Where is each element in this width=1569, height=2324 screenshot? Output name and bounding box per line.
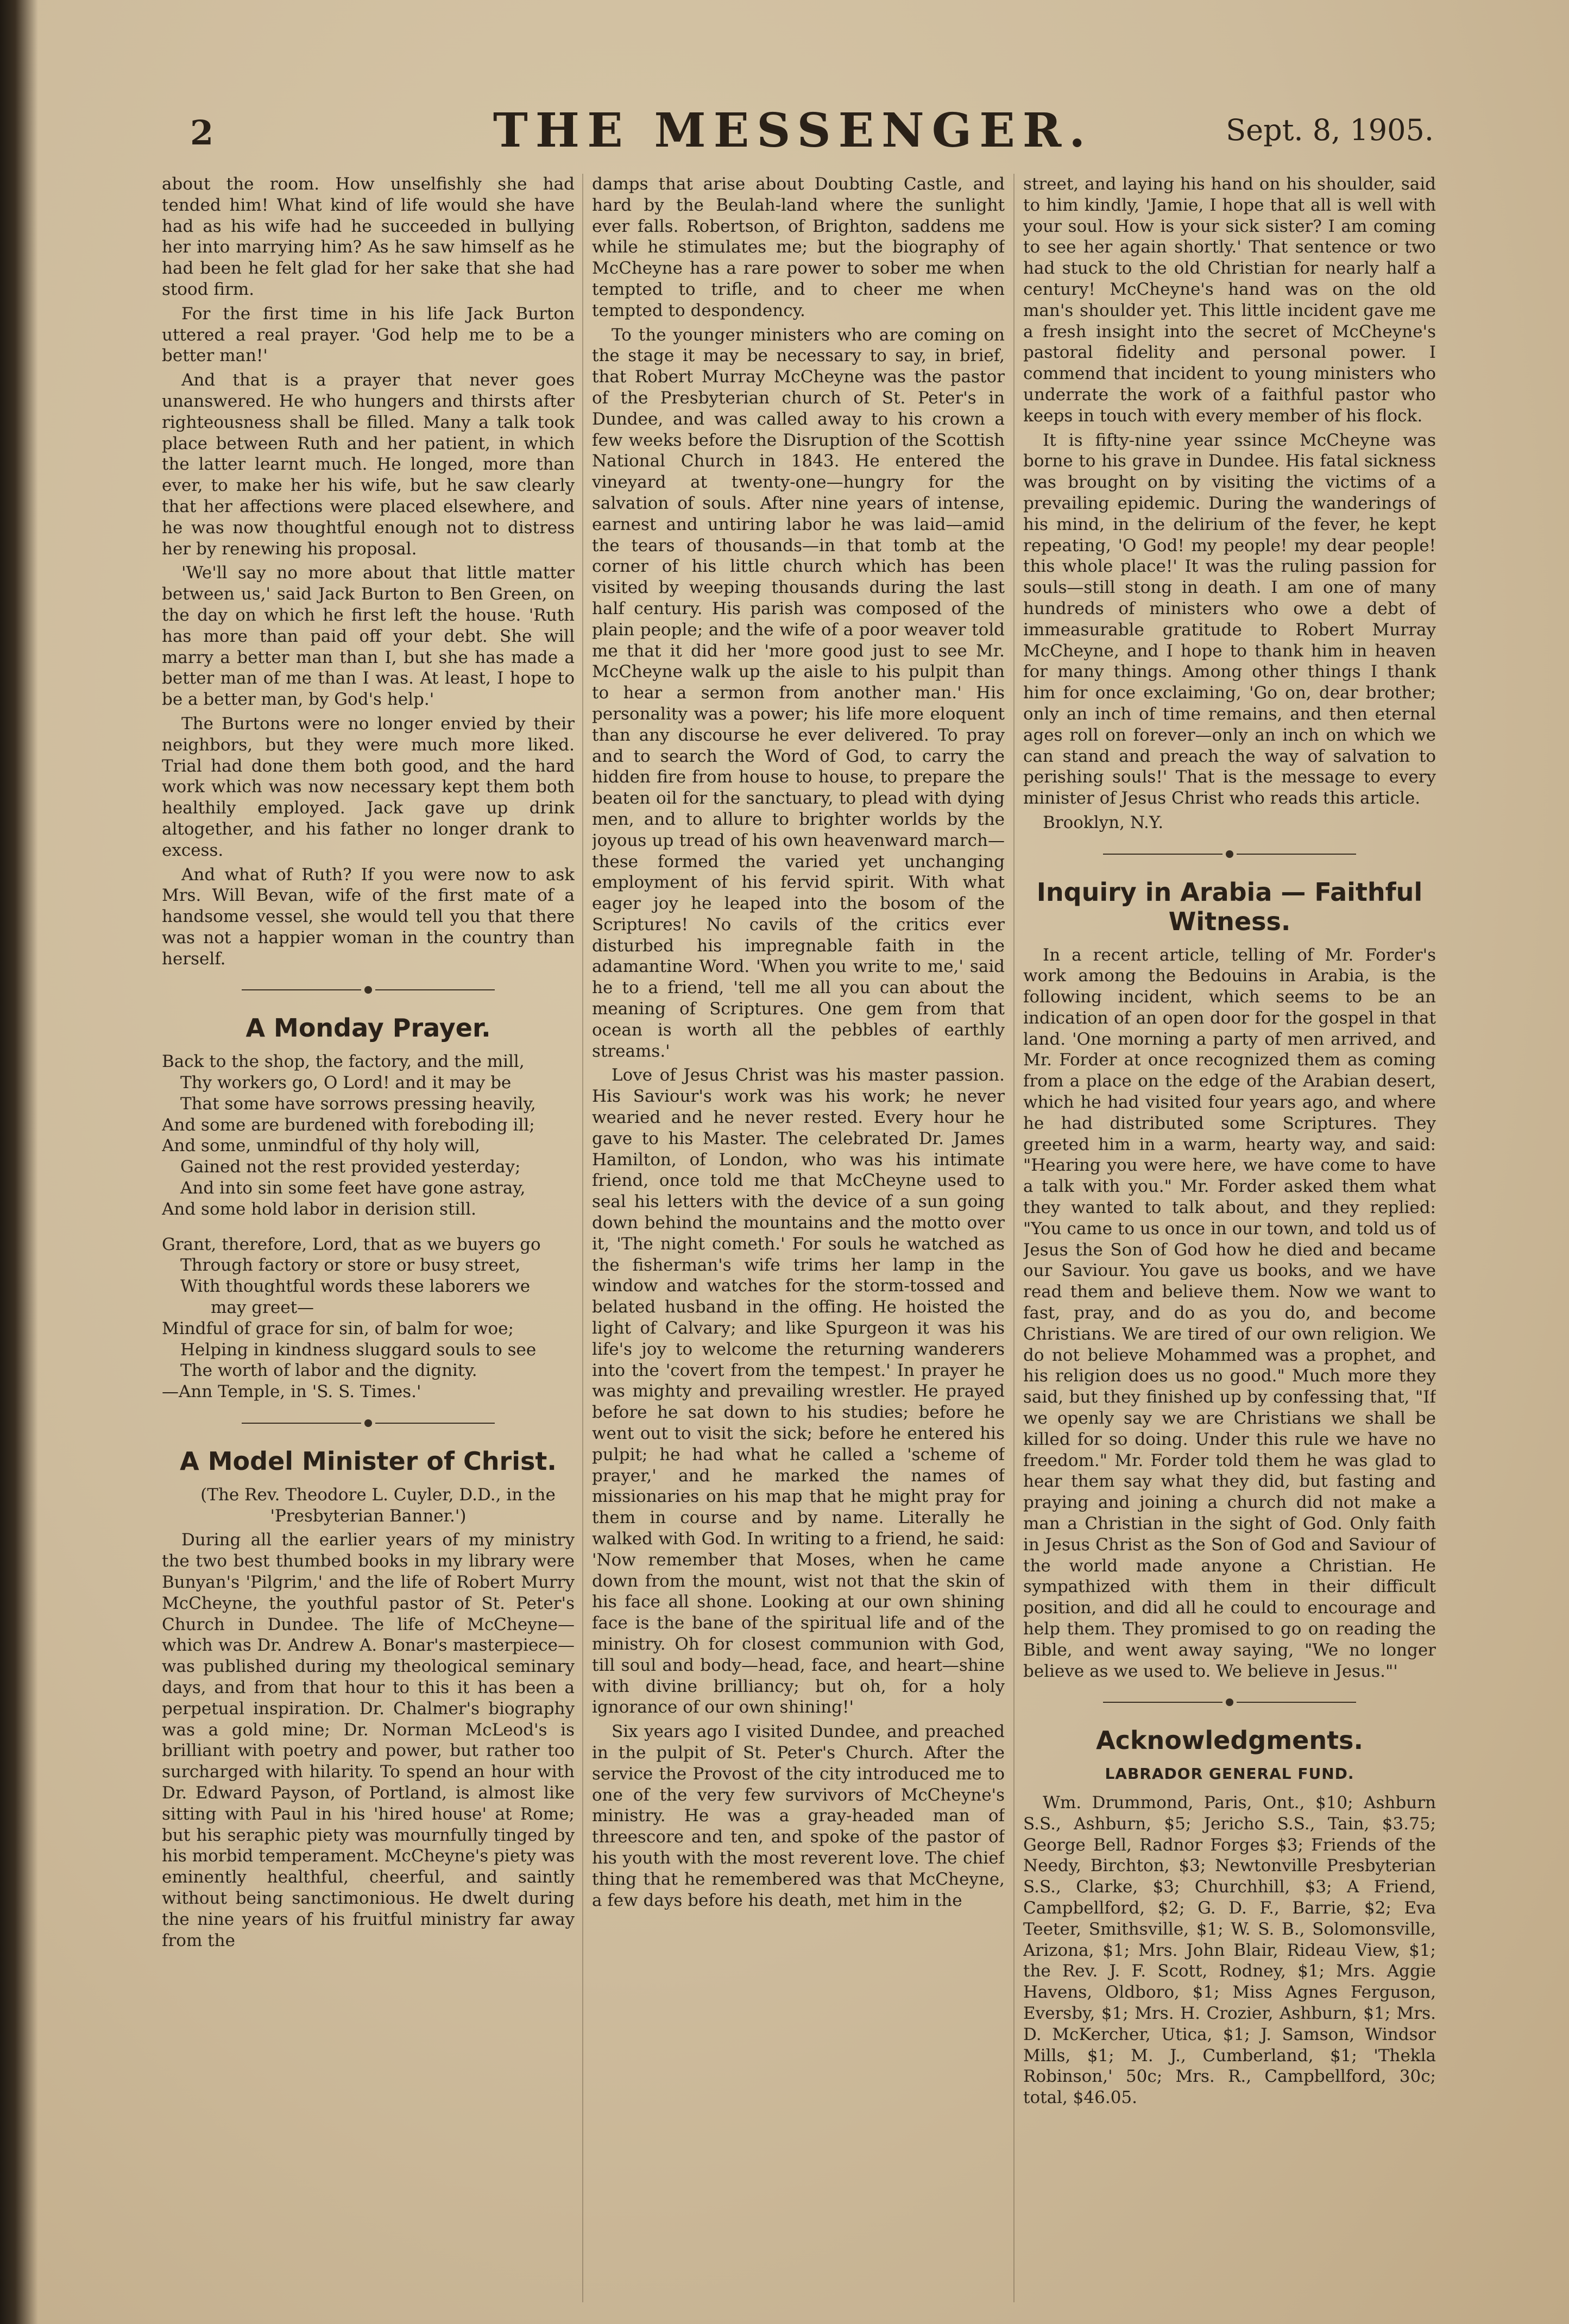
poem-line: Mindful of grace for sin, of balm for woe; xyxy=(162,1318,514,1338)
acknowledgments-list: Wm. Drummond, Paris, Ont., $10; Ashburn S.S., Ashburn, $5; Jericho S.S., Tain, $3.75; George Bell, Radnor Forges $3; Friends of the Needy, Birchton, $3; Newtonville Presbyterian S.S., Clarke, $3; Churchhill, $3; A Friend, Campbellford, $2; G. D. F., Barrie, $2; Eva Teeter, Smithsville, $1; W. S. B., Solomonsville, Arizona, $1; Mrs. John Blair, Rideau View, $1; the Rev. J. F. Scott, Rodney, $1; Mrs. Aggie Havens, Oldboro, $1; Miss Agnes Ferguson, Eversby, $1; Mrs. H. Crozier, Ashburn, $1; Mrs. D. McKercher, Utica, $1; J. Samson, Windsor Mills, $1; M. J., Cumberland, $1; 'Thekla Robinson,' 50c; Mrs. R., Campbellford, 30c; total, $46.05. xyxy=(1023,1792,1436,2108)
poem-line xyxy=(162,1220,575,1234)
story-paragraph: And that is a prayer that never goes unanswered. He who hungers and thirsts after righteousness shall be filled. Many a talk took place between Ruth and her patient, in which the latter learnt much. He longed, more than ever, to make her his wife, but he saw clearly that her affections were placed elsewhere, and he was now thoughtful enough not to distress her by renewing his proposal. xyxy=(162,370,575,559)
article-paragraph: To the younger ministers who are coming on the stage it may be necessary to say, in brief, that Robert Murray McCheyne was the pastor of the Presbyterian church of St. Peter's in Dundee, and was called away to his crown a few weeks before the Disruption of the Scottish National Church in 1843. He entered the vineyard at twenty-one—hungry for the salvation of souls. After nine years of intense, earnest and untiring labor he was laid—amid the tears of thousands—in that tomb at the corner of his little church which has been visited by weeping thousands during the last half century. His parish was composed of the plain people; and the wife of a poor weaver told me that it did her 'more good just to see Mr. McCheyne walk up the aisle to his pulpit than to hear a sermon from another man.' His personality was a power; his life more eloquent than any discourse he ever delivered. To pray and to search the Word of God, to carry the hidden fire from house to house, to prepare the beaten oil for the sanctuary, to plead with dying men, and to allure to brighter worlds by the joyous up tread of his own heavenward march—these formed the varied yet unchanging employment of his fervid spirit. With what eager joy he leaped into the bosom of the Scriptures! No cavils of the critics ever disturbed his impregnable faith in the adamantine Word. 'When you write to me,' said he to a friend, 'tell me all you can about the meaning of Scriptures. One gem from that ocean is worth all the pebbles of earthly streams.' xyxy=(592,325,1005,1061)
inquiry-title: Inquiry in Arabia — Faithful Witness. xyxy=(1036,877,1423,936)
poem-credit: —Ann Temple, in 'S. S. Times.' xyxy=(162,1382,421,1402)
poem-line: Gained not the rest provided yesterday; xyxy=(180,1157,521,1177)
poem-line: And some hold labor in derision still. xyxy=(162,1199,476,1219)
column-rule xyxy=(1013,174,1015,2302)
page-binding-shadow xyxy=(0,0,38,2324)
story-paragraph: 'We'll say no more about that little matter between us,' said Jack Burton to Ben Green, on the day on which he first left the house. 'Ruth has more than paid off your debt. She will marry a better man than I, but she has made a better man of me than I was. At least, I hope to be a better man, by God's help.' xyxy=(162,563,575,710)
poem-line: And into sin some feet have gone astray, xyxy=(180,1178,526,1198)
column-1 xyxy=(162,174,575,2308)
fund-name: LABRADOR GENERAL FUND. xyxy=(1105,1765,1354,1783)
article-paragraph: damps that arise about Doubting Castle, and hard by the Beulah-land where the sunlight ever falls. Robertson, of Brighton, saddens me while he stimulates me; but the biography of McCheyne has a rare power to sober me when tempted to trifle, and to cheer me when tempted to despondency. xyxy=(592,174,1005,320)
poem-title: A Monday Prayer. xyxy=(245,1013,491,1043)
section-divider xyxy=(162,1412,575,1433)
poem xyxy=(162,1051,575,1381)
story-paragraph: For the first time in his life Jack Burton uttered a real prayer. 'God help me to be a better man!' xyxy=(162,304,575,366)
poem-line: And some are burdened with foreboding ill; xyxy=(162,1115,535,1135)
page-number: 2 xyxy=(190,113,214,153)
story-paragraph: about the room. How unselfishly she had tended him! What kind of life would she have had as his wife had he succeeded in bullying her into marrying him? As he saw himself as he had been he felt glad for her sake that she had stood firm. xyxy=(162,174,575,299)
page-header xyxy=(190,103,1434,168)
poem-line: Back to the shop, the factory, and the mill, xyxy=(162,1052,525,1072)
section-divider xyxy=(1023,1691,1436,1713)
issue-date: Sept. 8, 1905. xyxy=(1226,113,1434,147)
column-3 xyxy=(1023,174,1436,2308)
poem-line: With thoughtful words these laborers we xyxy=(180,1277,531,1297)
inquiry-paragraph: In a recent article, telling of Mr. Forder's work among the Bedouins in Arabia, is the following incident, which seems to be an indication of an open door for the gospel in that land. 'One morning a party of men arrived, and Mr. Forder at once recognized them as coming from a place on the edge of the Arabian desert, which he had visited four years ago, and where he had distributed some Scriptures. They greeted him in a warm, hearty way, and said: "Hearing you were here, we have come to have a talk with you." Mr. Forder asked them what they wanted to talk about, and they replied: "You came to us once in our town, and told us of Jesus the Son of God how he died and became our Saviour. You gave us books, and we have read them and believe them. Now we want to fast, pray, and do as you do, and become Christians. We are tired of our own religion. We do not believe Mohammed was a prophet, and his religion does us no good." Much more they said, but they finished up by confessing that, "If we openly say we are Christians we shall be killed for so doing. Under this rule we have no freedom." Mr. Forder told them he was glad to hear them say what they did, but fasting and praying and joining a church did not make a man a Christian in the sight of God. Only faith in Jesus Christ as the Son of God and Saviour of the world made anyone a Christian. He sympathized with them in their difficult position, and did all he could to encourage and help them. They promised to go on reading the Bible, and went away saying, "We no longer believe as we used to. We believe in Jesus."' xyxy=(1023,945,1436,1681)
masthead-title: THE MESSENGER. xyxy=(493,103,1093,158)
poem-line: Through factory or store or busy street, xyxy=(180,1255,521,1275)
article-paragraph: It is fifty-nine year ssince McCheyne was borne to his grave in Dundee. His fatal sickness was brought on by visiting the victims of a prevailing epidemic. During the wanderings of his mind, in the delirium of the fever, he kept repeating, 'O God! my people! my dear people! this whole place!' It was the ruling passion for souls—still stong in death. I am one of many hundreds of ministers who owe a debt of immeasurable gratitude to Robert Murray McCheyne, and I hope to thank him in heaven for many things. Among other things I thank him for once exclaiming, 'Go on, dear brother; only an inch of time remains, and then eternal ages roll on forever—only an inch on which we can stand and preach the way of salvation to perishing souls!' That is the message to every minister of Jesus Christ who reads this article. xyxy=(1023,430,1436,809)
section-divider xyxy=(162,979,575,1000)
article-paragraph: Six years ago I visited Dundee, and preached in the pulpit of St. Peter's Church. After the service the Provost of the city introduced me to one of the very few survivors of McCheyne's ministry. He was a gray-headed man of threescore and ten, and spoke of the pastor of his youth with the most reverent love. The chief thing that he remembered was that McCheyne, a few days before his death, met him in the xyxy=(592,1722,1005,1910)
story-paragraph: The Burtons were no longer envied by their neighbors, but they were much more liked. Trial had done them both good, and the hard work which was now necessary kept them both healthily employed. Jack gave up drink altogether, and his father no longer drank to excess. xyxy=(162,713,575,860)
column-rule xyxy=(582,174,583,2302)
poem-line: The worth of labor and the dignity. xyxy=(180,1361,477,1381)
section-divider xyxy=(1023,843,1436,864)
article-paragraph: Love of Jesus Christ was his master passion. His Saviour's work was his work; he never wearied and he never rested. Every hour he gave to his Master. The celebrated Dr. James Hamilton, of London, who was his intimate friend, once told me that McCheyne used to seal his letters with the device of a sun going down behind the mountains and the motto over it, 'The night cometh.' For souls he watched as the fisherman's wife trims her lamp in the window and watches for the storm-tossed and belated husband in the offing. He hoisted the light of Calvary; and like Spurgeon it was his life's joy to welcome the returning wanderers into the 'covert from the tempest.' In prayer he was mighty and prevailing wrestler. He prayed before he sat down to his studies; before he went out to visit the sick; before he entered his pulpit; he had what he called a 'scheme of prayer,' and he marked the names of missionaries on his map that he might pray for them in course and by name. Literally he walked with God. In writing to a friend, he said: 'Now remember that Moses, when he came down from the mount, wist not that the skin of his face all shone. Looking at our own shining face is the bane of the spiritual life and of the ministry. Oh for closest communion with God, till soul and body—head, face, and heart—shine with divine brilliancy; but oh, for a holy ignorance of our own shining!' xyxy=(592,1065,1005,1717)
poem-line: Helping in kindness sluggard souls to see xyxy=(180,1340,537,1360)
article-paragraph: During all the earlier years of my ministry the two best thumbed books in my library were Bunyan's 'Pilgrim,' and the life of Robert Murry McCheyne, the youthful pastor of St. Peter's Church in Dundee. The life of McCheyne—which was Dr. Andrew A. Bonar's masterpiece—was published during my theological seminary days, and from that hour to this it has been a perpetual inspiration. Dr. Chalmer's biography was a gold mine; Dr. Norman McLeod's is brilliant with poetry and power, but rather too surcharged with hilarity. To spend an hour with Dr. Edward Payson, of Portland, is almost like sitting with Paul in his 'hired house' at Rome; but his seraphic piety was mournfully tinged by his morbid temperament. McCheyne's piety was eminently healthful, cheerful, and saintly without being sanctimonious. He dwelt during the nine years of his fruitful ministry far away from the xyxy=(162,1530,575,1950)
poem-line: And some, unmindful of thy holy will, xyxy=(162,1136,481,1156)
article-title: A Model Minister of Christ. xyxy=(180,1446,557,1476)
poem-line: Grant, therefore, Lord, that as we buyers go xyxy=(162,1234,541,1254)
acknowledgments-title: Acknowledgments. xyxy=(1096,1726,1363,1755)
story-paragraph: And what of Ruth? If you were now to ask Mrs. Will Bevan, wife of the first mate of a handsome vessel, she would tell you that there was not a happier woman in the country than herself. xyxy=(162,864,575,969)
poem-line: That some have sorrows pressing heavily, xyxy=(180,1094,536,1114)
poem-line: may greet— xyxy=(211,1298,314,1318)
column-2 xyxy=(592,174,1005,2308)
article-byline: (The Rev. Theodore L. Cuyler, D.D., in the 'Presbyterian Banner.') xyxy=(200,1485,556,1526)
article-paragraph: street, and laying his hand on his shoulder, said to him kindly, 'Jamie, I hope that all is well with your soul. How is your sick sister? I am coming to see her again shortly.' That sentence or two had stuck to the old Christian for nearly half a century! McCheyne's hand was on the old man's shoulder yet. This little incident gave me a fresh insight into the secret of McCheyne's pastoral fidelity and personal power. I commend that incident to young ministers who underrate the work of a faithful pastor who keeps in touch with every member of his flock. xyxy=(1023,174,1436,426)
article-signoff: Brooklyn, N.Y. xyxy=(1043,812,1164,832)
poem-line: Thy workers go, O Lord! and it may be xyxy=(180,1073,512,1093)
